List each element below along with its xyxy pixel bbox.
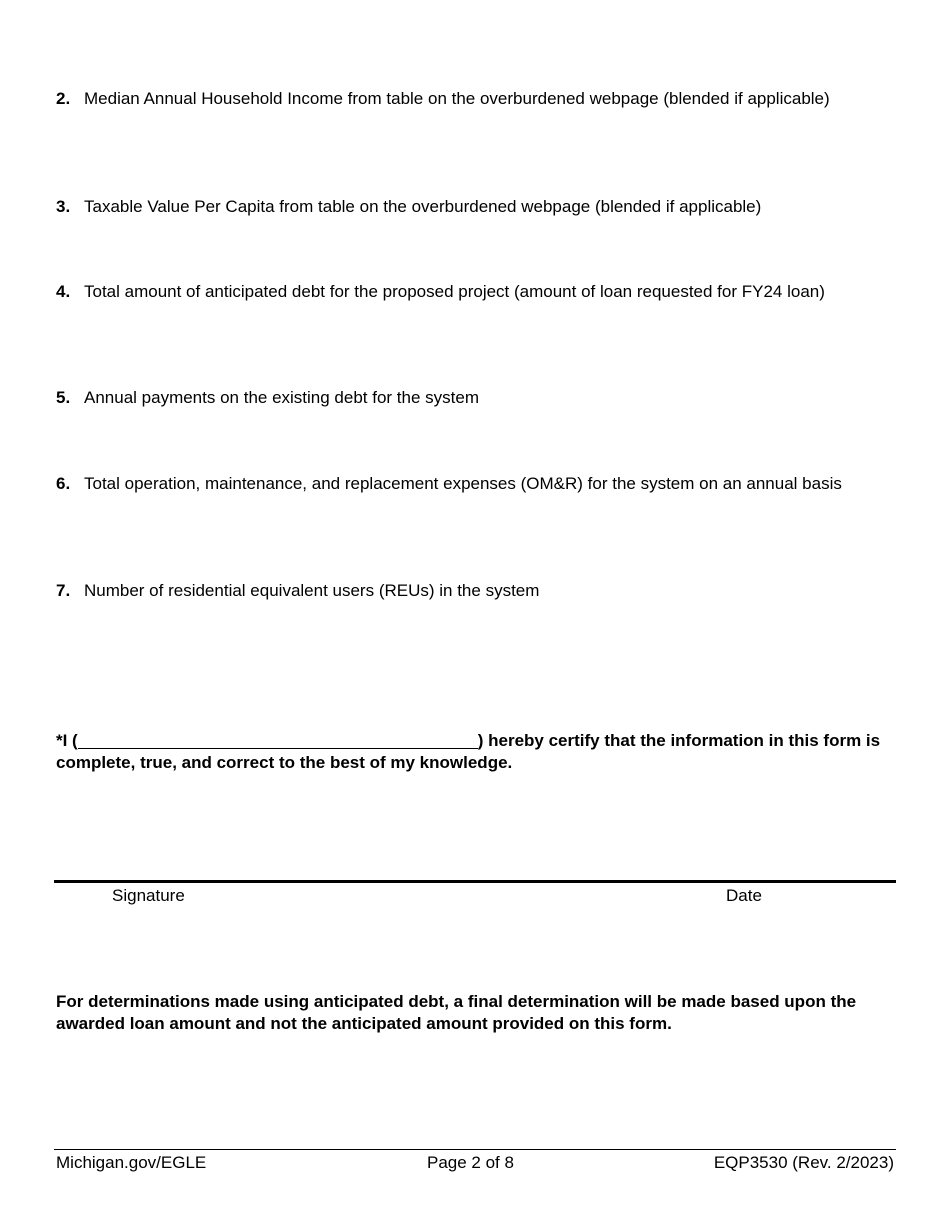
question-number: 3. — [56, 197, 71, 216]
question-number: 2. — [56, 89, 71, 108]
question-text: Taxable Value Per Capita from table on the overburdened webpage (blended if applicable) — [84, 197, 762, 216]
question-item-4 — [56, 281, 886, 303]
date-label: Date — [726, 886, 762, 905]
footer-website: Michigan.gov/EGLE — [56, 1153, 207, 1172]
question-item-3 — [56, 196, 886, 218]
question-text: Total amount of anticipated debt for the proposed project (amount of loan requested for FY24 loan) — [84, 282, 825, 301]
certification-prefix: *I ( — [56, 731, 78, 750]
determination-note: For determinations made using anticipated debt, a final determination will be made based upon the awarded loan amount and not the anticipated amount provided on this form. — [56, 992, 857, 1033]
question-item-7 — [56, 580, 886, 602]
question-item-6 — [56, 473, 886, 495]
question-number: 6. — [56, 474, 71, 493]
question-item-5 — [56, 387, 886, 409]
question-text: Number of residential equivalent users (REUs) in the system — [84, 581, 540, 600]
question-text: Annual payments on the existing debt for the system — [84, 388, 480, 407]
question-text: Total operation, maintenance, and replacement expenses (OM&R) for the system on an annual basis — [84, 474, 842, 493]
question-item-2 — [56, 88, 886, 110]
footer-divider — [54, 1149, 896, 1150]
question-text: Median Annual Household Income from table on the overburdened webpage (blended if applicable) — [84, 89, 830, 108]
footer-form-number: EQP3530 (Rev. 2/2023) — [713, 1153, 894, 1172]
signature-line[interactable] — [54, 880, 896, 883]
question-number: 7. — [56, 581, 71, 600]
certifier-name-field[interactable] — [78, 731, 478, 749]
signature-label: Signature — [112, 886, 185, 905]
footer-page-number: Page 2 of 8 — [427, 1153, 514, 1172]
question-number: 5. — [56, 388, 71, 407]
question-number: 4. — [56, 282, 71, 301]
certification-suffix: ) hereby certify that the information in this form is complete, true, and correct to the best of my knowledge. — [56, 731, 881, 772]
certification-statement — [56, 730, 896, 774]
